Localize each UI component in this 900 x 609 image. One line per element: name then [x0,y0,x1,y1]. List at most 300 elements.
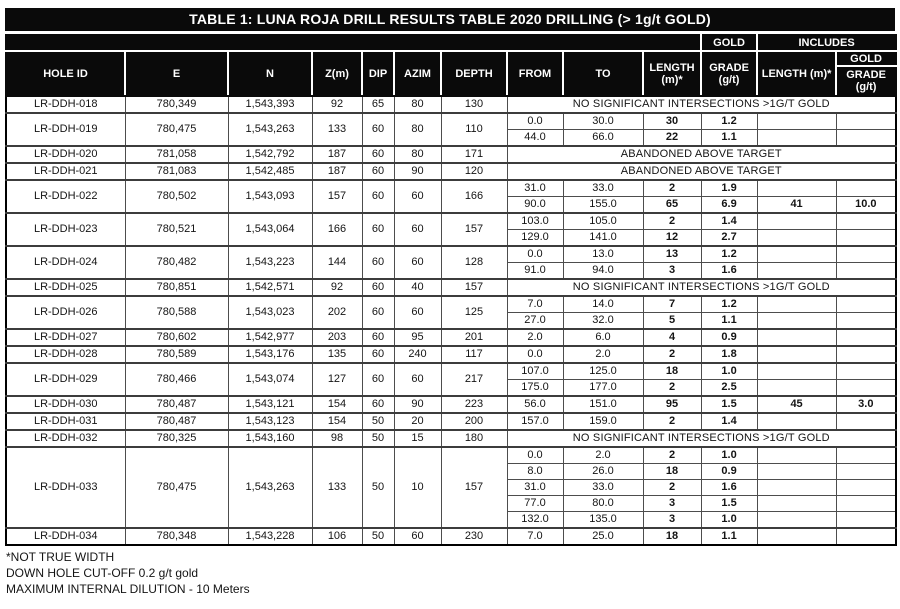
table-title: TABLE 1: LUNA ROJA DRILL RESULTS TABLE 2020 DRILLING (> 1g/t GOLD) [5,8,895,31]
northing-cell: 1,543,393 [228,96,312,113]
grade-cell: 1.5 [701,496,757,512]
length-cell: 4 [643,329,701,346]
z-cell: 203 [312,329,362,346]
grade-cell: 1.4 [701,413,757,430]
azim-cell: 60 [394,528,441,545]
inc-length-cell [757,213,836,230]
to-cell: 159.0 [563,413,643,430]
inc-grade-cell [836,313,896,330]
inc-length-cell [757,464,836,480]
easting-cell: 780,487 [125,413,228,430]
from-cell: 90.0 [507,197,563,214]
table-header [6,35,896,96]
to-cell: 125.0 [563,363,643,380]
inc-length-cell [757,496,836,512]
from-cell: 107.0 [507,363,563,380]
table-row [6,396,896,413]
azim-cell: 15 [394,430,441,447]
table-row [6,346,896,363]
northing-cell: 1,543,228 [228,528,312,545]
table-row [6,163,896,180]
from-cell: 0.0 [507,113,563,130]
table-row [6,113,896,130]
northing-cell: 1,543,064 [228,213,312,246]
hole-id-cell: LR-DDH-019 [6,113,125,146]
to-cell: 30.0 [563,113,643,130]
z-cell: 166 [312,213,362,246]
dip-cell: 60 [362,346,394,363]
length-cell: 18 [643,464,701,480]
table-body [6,96,896,545]
grade-cell: 1.0 [701,512,757,529]
depth-cell: 200 [441,413,507,430]
col-header-z: Z(m) [312,51,362,96]
grade-cell: 1.6 [701,480,757,496]
note-cell: ABANDONED ABOVE TARGET [507,163,896,180]
hole-id-cell: LR-DDH-024 [6,246,125,279]
depth-cell: 120 [441,163,507,180]
inc-grade-cell [836,329,896,346]
grade-cell: 2.5 [701,380,757,397]
header-columns-row [6,51,896,66]
hole-id-cell: LR-DDH-028 [6,346,125,363]
easting-cell: 780,325 [125,430,228,447]
inc-grade-cell [836,263,896,280]
northing-cell: 1,543,160 [228,430,312,447]
from-cell: 31.0 [507,480,563,496]
azim-cell: 60 [394,296,441,329]
depth-cell: 117 [441,346,507,363]
to-cell: 2.0 [563,447,643,464]
header-gold-group: GOLD [701,35,757,51]
col-header-length: LENGTH (m)* [643,51,701,96]
depth-cell: 217 [441,363,507,396]
to-cell: 33.0 [563,180,643,197]
inc-length-cell [757,296,836,313]
col-header-includes-gold: GOLD [836,51,896,66]
azim-cell: 90 [394,163,441,180]
table-row [6,528,896,545]
hole-id-cell: LR-DDH-032 [6,430,125,447]
z-cell: 157 [312,180,362,213]
azim-cell: 90 [394,396,441,413]
azim-cell: 60 [394,180,441,213]
note-cell: NO SIGNIFICANT INTERSECTIONS >1G/T GOLD [507,279,896,296]
table-row [6,430,896,447]
table-row [6,146,896,163]
z-cell: 144 [312,246,362,279]
table-row [6,329,896,346]
to-cell: 2.0 [563,346,643,363]
azim-cell: 60 [394,246,441,279]
inc-length-cell [757,329,836,346]
hole-id-cell: LR-DDH-029 [6,363,125,396]
length-cell: 18 [643,363,701,380]
depth-cell: 125 [441,296,507,329]
hole-id-cell: LR-DDH-026 [6,296,125,329]
z-cell: 92 [312,279,362,296]
col-header-grade: GRADE (g/t) [701,51,757,96]
grade-cell: 1.2 [701,113,757,130]
table-row [6,296,896,313]
dip-cell: 60 [362,180,394,213]
note-cell: ABANDONED ABOVE TARGET [507,146,896,163]
col-header-hole-id: HOLE ID [6,51,125,96]
z-cell: 154 [312,396,362,413]
inc-grade-cell [836,528,896,545]
inc-length-cell [757,447,836,464]
northing-cell: 1,542,977 [228,329,312,346]
easting-cell: 780,482 [125,246,228,279]
grade-cell: 6.9 [701,197,757,214]
depth-cell: 171 [441,146,507,163]
depth-cell: 157 [441,447,507,528]
azim-cell: 40 [394,279,441,296]
depth-cell: 130 [441,96,507,113]
length-cell: 7 [643,296,701,313]
from-cell: 77.0 [507,496,563,512]
header-group-row [6,35,896,51]
z-cell: 202 [312,296,362,329]
inc-grade-cell [836,130,896,147]
inc-grade-cell [836,180,896,197]
inc-length-cell [757,363,836,380]
from-cell: 2.0 [507,329,563,346]
northing-cell: 1,542,792 [228,146,312,163]
from-cell: 175.0 [507,380,563,397]
z-cell: 127 [312,363,362,396]
easting-cell: 780,521 [125,213,228,246]
to-cell: 6.0 [563,329,643,346]
col-header-to: TO [563,51,643,96]
length-cell: 3 [643,496,701,512]
footnote-dilution: MAXIMUM INTERNAL DILUTION - 10 Meters [6,582,250,596]
easting-cell: 780,475 [125,447,228,528]
inc-grade-cell [836,464,896,480]
col-header-easting: E [125,51,228,96]
hole-id-cell: LR-DDH-027 [6,329,125,346]
col-header-includes-grade: GRADE (g/t) [836,66,896,96]
table-row [6,180,896,197]
length-cell: 18 [643,528,701,545]
depth-cell: 157 [441,279,507,296]
footnotes [6,549,895,597]
grade-cell: 1.2 [701,296,757,313]
inc-length-cell [757,512,836,529]
length-cell: 5 [643,313,701,330]
easting-cell: 781,058 [125,146,228,163]
to-cell: 14.0 [563,296,643,313]
inc-length-cell [757,230,836,247]
inc-grade-cell: 3.0 [836,396,896,413]
to-cell: 141.0 [563,230,643,247]
from-cell: 132.0 [507,512,563,529]
dip-cell: 60 [362,213,394,246]
length-cell: 2 [643,447,701,464]
northing-cell: 1,543,223 [228,246,312,279]
depth-cell: 157 [441,213,507,246]
easting-cell: 780,466 [125,363,228,396]
z-cell: 133 [312,113,362,146]
grade-cell: 1.4 [701,213,757,230]
col-header-depth: DEPTH [441,51,507,96]
easting-cell: 780,602 [125,329,228,346]
azim-cell: 20 [394,413,441,430]
grade-cell: 1.2 [701,246,757,263]
inc-length-cell [757,346,836,363]
northing-cell: 1,543,263 [228,447,312,528]
to-cell: 13.0 [563,246,643,263]
to-cell: 26.0 [563,464,643,480]
footnote-cutoff: DOWN HOLE CUT-OFF 0.2 g/t gold [6,566,199,580]
northing-cell: 1,543,121 [228,396,312,413]
to-cell: 66.0 [563,130,643,147]
dip-cell: 50 [362,413,394,430]
dip-cell: 50 [362,528,394,545]
note-cell: NO SIGNIFICANT INTERSECTIONS >1G/T GOLD [507,430,896,447]
dip-cell: 50 [362,447,394,528]
header-blank-cell [6,35,701,51]
grade-cell: 1.9 [701,180,757,197]
col-header-dip: DIP [362,51,394,96]
northing-cell: 1,542,571 [228,279,312,296]
inc-grade-cell: 10.0 [836,197,896,214]
grade-cell: 0.9 [701,464,757,480]
z-cell: 187 [312,163,362,180]
depth-cell: 166 [441,180,507,213]
from-cell: 44.0 [507,130,563,147]
drill-results-table [5,34,897,546]
inc-grade-cell [836,480,896,496]
grade-cell: 1.1 [701,130,757,147]
inc-grade-cell [836,113,896,130]
inc-grade-cell [836,512,896,529]
table-row [6,447,896,464]
z-cell: 106 [312,528,362,545]
from-cell: 103.0 [507,213,563,230]
depth-cell: 110 [441,113,507,146]
hole-id-cell: LR-DDH-022 [6,180,125,213]
z-cell: 135 [312,346,362,363]
inc-grade-cell [836,246,896,263]
inc-length-cell [757,313,836,330]
grade-cell: 1.0 [701,447,757,464]
length-cell: 13 [643,246,701,263]
length-cell: 2 [643,480,701,496]
easting-cell: 780,475 [125,113,228,146]
inc-length-cell [757,413,836,430]
easting-cell: 780,502 [125,180,228,213]
northing-cell: 1,543,023 [228,296,312,329]
inc-grade-cell [836,346,896,363]
dip-cell: 60 [362,146,394,163]
depth-cell: 230 [441,528,507,545]
to-cell: 151.0 [563,396,643,413]
inc-length-cell [757,263,836,280]
inc-grade-cell [836,413,896,430]
inc-length-cell [757,480,836,496]
grade-cell: 1.1 [701,313,757,330]
northing-cell: 1,542,485 [228,163,312,180]
hole-id-cell: LR-DDH-034 [6,528,125,545]
length-cell: 65 [643,197,701,214]
azim-cell: 60 [394,213,441,246]
from-cell: 157.0 [507,413,563,430]
dip-cell: 60 [362,113,394,146]
from-cell: 0.0 [507,246,563,263]
to-cell: 33.0 [563,480,643,496]
depth-cell: 223 [441,396,507,413]
length-cell: 22 [643,130,701,147]
inc-grade-cell [836,296,896,313]
col-header-from: FROM [507,51,563,96]
dip-cell: 60 [362,163,394,180]
inc-grade-cell [836,496,896,512]
from-cell: 0.0 [507,346,563,363]
azim-cell: 10 [394,447,441,528]
to-cell: 32.0 [563,313,643,330]
easting-cell: 780,487 [125,396,228,413]
hole-id-cell: LR-DDH-020 [6,146,125,163]
z-cell: 154 [312,413,362,430]
note-cell: NO SIGNIFICANT INTERSECTIONS >1G/T GOLD [507,96,896,113]
length-cell: 3 [643,512,701,529]
grade-cell: 0.9 [701,329,757,346]
length-cell: 3 [643,263,701,280]
inc-length-cell [757,380,836,397]
easting-cell: 780,349 [125,96,228,113]
northing-cell: 1,543,074 [228,363,312,396]
z-cell: 92 [312,96,362,113]
from-cell: 7.0 [507,296,563,313]
header-includes-group: INCLUDES [757,35,896,51]
inc-length-cell [757,130,836,147]
hole-id-cell: LR-DDH-018 [6,96,125,113]
table-row [6,96,896,113]
depth-cell: 128 [441,246,507,279]
inc-length-cell [757,180,836,197]
grade-cell: 1.0 [701,363,757,380]
length-cell: 2 [643,346,701,363]
azim-cell: 240 [394,346,441,363]
azim-cell: 80 [394,146,441,163]
from-cell: 91.0 [507,263,563,280]
to-cell: 177.0 [563,380,643,397]
table-row [6,213,896,230]
to-cell: 80.0 [563,496,643,512]
dip-cell: 50 [362,430,394,447]
from-cell: 7.0 [507,528,563,545]
easting-cell: 780,588 [125,296,228,329]
depth-cell: 201 [441,329,507,346]
z-cell: 98 [312,430,362,447]
northing-cell: 1,543,123 [228,413,312,430]
dip-cell: 60 [362,279,394,296]
footnote-not-true-width: *NOT TRUE WIDTH [6,550,115,564]
to-cell: 25.0 [563,528,643,545]
easting-cell: 780,851 [125,279,228,296]
hole-id-cell: LR-DDH-023 [6,213,125,246]
dip-cell: 60 [362,363,394,396]
azim-cell: 95 [394,329,441,346]
inc-grade-cell [836,363,896,380]
inc-length-cell: 45 [757,396,836,413]
table-row [6,413,896,430]
table-row [6,246,896,263]
dip-cell: 60 [362,396,394,413]
inc-length-cell: 41 [757,197,836,214]
to-cell: 105.0 [563,213,643,230]
col-header-azim: AZIM [394,51,441,96]
z-cell: 187 [312,146,362,163]
length-cell: 12 [643,230,701,247]
col-header-northing: N [228,51,312,96]
inc-grade-cell [836,230,896,247]
length-cell: 2 [643,180,701,197]
dip-cell: 65 [362,96,394,113]
from-cell: 27.0 [507,313,563,330]
to-cell: 94.0 [563,263,643,280]
northing-cell: 1,543,263 [228,113,312,146]
table-row [6,363,896,380]
northing-cell: 1,543,176 [228,346,312,363]
hole-id-cell: LR-DDH-021 [6,163,125,180]
grade-cell: 1.8 [701,346,757,363]
easting-cell: 780,348 [125,528,228,545]
grade-cell: 1.6 [701,263,757,280]
hole-id-cell: LR-DDH-025 [6,279,125,296]
grade-cell: 1.1 [701,528,757,545]
from-cell: 31.0 [507,180,563,197]
length-cell: 2 [643,413,701,430]
length-cell: 2 [643,213,701,230]
azim-cell: 60 [394,363,441,396]
from-cell: 0.0 [507,447,563,464]
dip-cell: 60 [362,246,394,279]
azim-cell: 80 [394,113,441,146]
northing-cell: 1,543,093 [228,180,312,213]
dip-cell: 60 [362,329,394,346]
inc-length-cell [757,246,836,263]
depth-cell: 180 [441,430,507,447]
easting-cell: 780,589 [125,346,228,363]
grade-cell: 1.5 [701,396,757,413]
from-cell: 56.0 [507,396,563,413]
azim-cell: 80 [394,96,441,113]
hole-id-cell: LR-DDH-033 [6,447,125,528]
inc-length-cell [757,113,836,130]
to-cell: 155.0 [563,197,643,214]
length-cell: 95 [643,396,701,413]
length-cell: 30 [643,113,701,130]
easting-cell: 781,083 [125,163,228,180]
hole-id-cell: LR-DDH-031 [6,413,125,430]
inc-grade-cell [836,380,896,397]
from-cell: 129.0 [507,230,563,247]
inc-length-cell [757,528,836,545]
dip-cell: 60 [362,296,394,329]
from-cell: 8.0 [507,464,563,480]
grade-cell: 2.7 [701,230,757,247]
length-cell: 2 [643,380,701,397]
table-row [6,279,896,296]
z-cell: 133 [312,447,362,528]
col-header-includes-length: LENGTH (m)* [757,51,836,96]
inc-grade-cell [836,447,896,464]
hole-id-cell: LR-DDH-030 [6,396,125,413]
to-cell: 135.0 [563,512,643,529]
inc-grade-cell [836,213,896,230]
